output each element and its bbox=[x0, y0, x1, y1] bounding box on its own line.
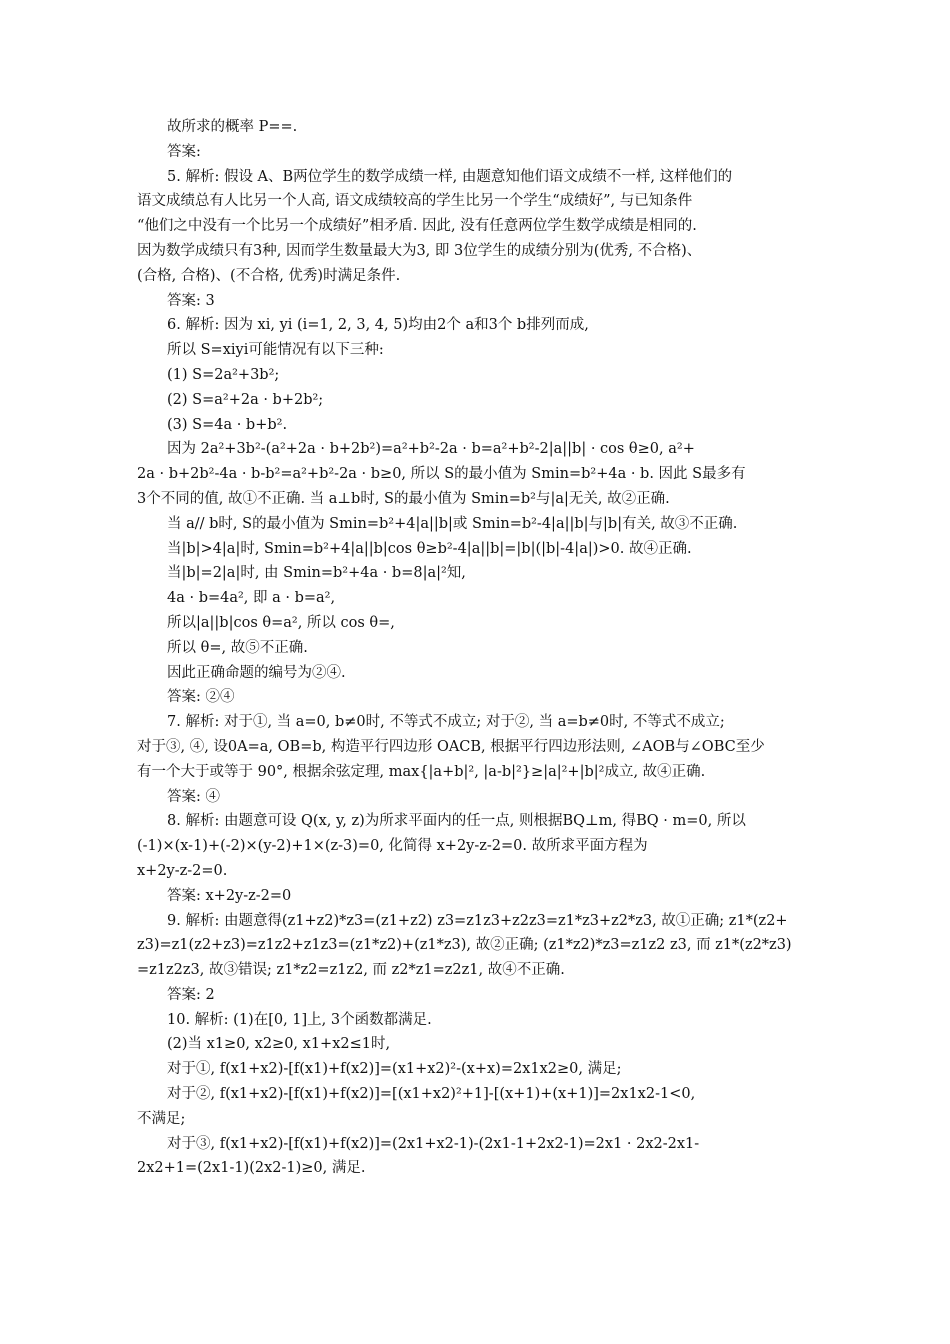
text-line: 3个不同的值, 故①不正确. 当 a⊥b时, S的最小值为 Smin=b²与|a|无关, 故②正确. bbox=[137, 490, 670, 507]
text-line: 答案: 2 bbox=[167, 986, 215, 1003]
text-line: (-1)×(x-1)+(-2)×(y-2)+1×(z-3)=0, 化简得 x+2y-z-2=0. 故所求平面方程为 bbox=[137, 838, 648, 855]
text-line: 所以 S=xiyi可能情况有以下三种: bbox=[167, 342, 384, 359]
text-line: 不满足; bbox=[137, 1110, 186, 1127]
text-line: “他们之中没有一个比另一个成绩好”相矛盾. 因此, 没有任意两位学生数学成绩是相同的. bbox=[137, 218, 697, 235]
text-line: 2x2+1=(2x1-1)(2x2-1)≥0, 满足. bbox=[137, 1160, 366, 1177]
text-line: 答案: bbox=[167, 143, 201, 160]
text-line: 答案: ②④ bbox=[167, 689, 235, 706]
text-line: 答案: x+2y-z-2=0 bbox=[167, 887, 292, 904]
text-line: 对于③, f(x1+x2)-[f(x1)+f(x2)]=(2x1+x2-1)-(2x1-1+2x2-1)=2x1 · 2x2-2x1- bbox=[167, 1135, 700, 1152]
text-line: 答案: 3 bbox=[167, 292, 215, 309]
text-line: (合格, 合格)、(不合格, 优秀)时满足条件. bbox=[137, 267, 401, 284]
text-line: 因为数学成绩只有3种, 因而学生数量最大为3, 即 3位学生的成绩分别为(优秀, 不合格)、 bbox=[137, 242, 702, 259]
text-line: 答案: ④ bbox=[167, 788, 220, 805]
text-line: 10. 解析: (1)在[0, 1]上, 3个函数都满足. bbox=[167, 1011, 432, 1028]
text-line: 有一个大于或等于 90°, 根据余弦定理, max{|a+b|², |a-b|²}≥|a|²+|b|²成立, 故④正确. bbox=[137, 763, 706, 780]
text-line: 对于②, f(x1+x2)-[f(x1)+f(x2)]=[(x1+x2)²+1]-[(x+1)+(x+1)]=2x1x2-1<0, bbox=[167, 1086, 696, 1103]
text-line: 4a · b=4a², 即 a · b=a², bbox=[167, 590, 336, 607]
text-line: 5. 解析: 假设 A、B两位学生的数学成绩一样, 由题意知他们语文成绩不一样, 这样他们的 bbox=[167, 168, 733, 185]
text-line: 9. 解析: 由题意得(z1+z2)*z3=(z1+z2) z3=z1z3+z2z3=z1*z3+z2*z3, 故①正确; z1*(z2+ bbox=[167, 912, 788, 929]
text-line: 对于①, f(x1+x2)-[f(x1)+f(x2)]=(x1+x2)²-(x+x)=2x1x2≥0, 满足; bbox=[167, 1061, 622, 1078]
text-line: =z1z2z3, 故③错误; z1*z2=z1z2, 而 z2*z1=z2z1, 故④不正确. bbox=[137, 962, 565, 979]
text-line: z3)=z1(z2+z3)=z1z2+z1z3=(z1*z2)+(z1*z3), 故②正确; (z1*z2)*z3=z1z2 z3, 而 z1*(z2*z3) bbox=[137, 937, 792, 954]
text-line: (2) S=a²+2a · b+2b²; bbox=[167, 391, 324, 408]
text-line: (3) S=4a · b+b². bbox=[167, 416, 288, 433]
text-line: 当|b|>4|a|时, Smin=b²+4|a||b|cos θ≥b²-4|a||b|=|b|(|b|-4|a|)>0. 故④正确. bbox=[167, 540, 692, 557]
text-line: 当|b|=2|a|时, 由 Smin=b²+4a · b=8|a|²知, bbox=[167, 565, 466, 582]
text-line: (1) S=2a²+3b²; bbox=[167, 366, 280, 383]
text-line: 7. 解析: 对于①, 当 a=0, b≠0时, 不等式不成立; 对于②, 当 a=b≠0时, 不等式不成立; bbox=[167, 714, 725, 731]
text-line: 因为 2a²+3b²-(a²+2a · b+2b²)=a²+b²-2a · b=a²+b²-2|a||b| · cos θ≥0, a²+ bbox=[167, 441, 695, 458]
text-line: x+2y-z-2=0. bbox=[137, 862, 228, 879]
text-line: (2)当 x1≥0, x2≥0, x1+x2≤1时, bbox=[167, 1036, 391, 1053]
text-line: 对于③, ④, 设0A=a, OB=b, 构造平行四边形 OACB, 根据平行四边形法则, ∠AOB与∠OBC至少 bbox=[137, 738, 765, 755]
text-line: 当 a// b时, S的最小值为 Smin=b²+4|a||b|或 Smin=b²-4|a||b|与|b|有关, 故③不正确. bbox=[167, 515, 738, 532]
text-line: 因此正确命题的编号为②④. bbox=[167, 664, 346, 681]
text-line: 所以 θ=, 故⑤不正确. bbox=[167, 639, 308, 656]
text-line: 故所求的概率 P==. bbox=[167, 119, 298, 135]
text-line: 6. 解析: 因为 xi, yi (i=1, 2, 3, 4, 5)均由2个 a和3个 b排列而成, bbox=[167, 317, 589, 334]
text-line: 语文成绩总有人比另一个人高, 语文成绩较高的学生比另一个学生“成绩好”, 与已知条件 bbox=[137, 193, 693, 210]
text-line: 2a · b+2b²-4a · b-b²=a²+b²-2a · b≥0, 所以 S的最小值为 Smin=b²+4a · b. 因此 S最多有 bbox=[137, 466, 746, 483]
text-line: 所以|a||b|cos θ=a², 所以 cos θ=, bbox=[167, 614, 395, 631]
text-line: 8. 解析: 由题意可设 Q(x, y, z)为所求平面内的任一点, 则根据BQ⊥m, 得BQ · m=0, 所以 bbox=[167, 813, 746, 830]
